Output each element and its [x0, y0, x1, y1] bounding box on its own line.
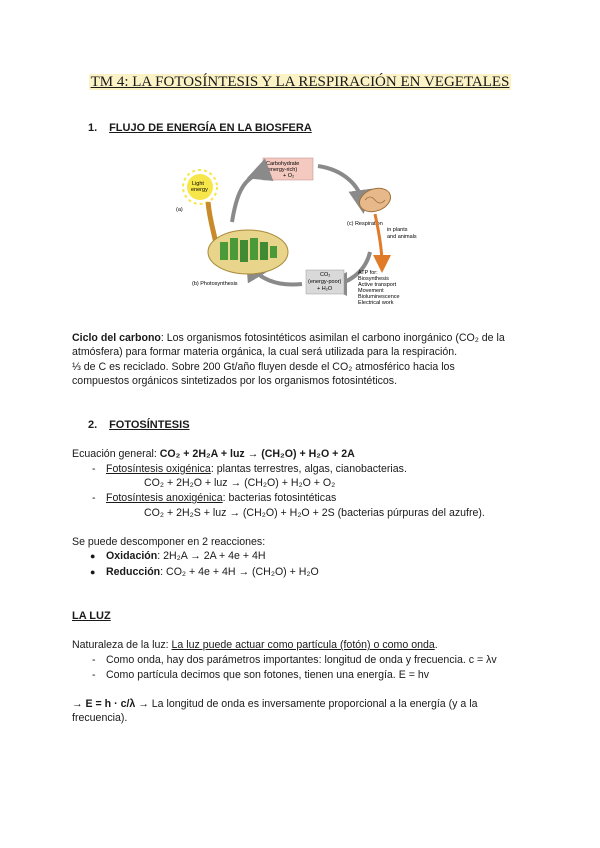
section1-title: FLUJO DE ENERGÍA EN LA BIOSFERA — [109, 122, 312, 134]
light-arrow — [208, 202, 216, 244]
carbohydrate-text-3: + O₂ — [283, 173, 295, 179]
wave-item: - Como onda, hay dos parámetros importantes: longitud de onda y frecuencia. c = λv — [92, 654, 497, 666]
section2-title: FOTOSÍNTESIS — [109, 419, 190, 431]
nature-underlined: La luz puede actuar como partícula (fotón) o como onda — [171, 639, 435, 651]
label-a: (a) — [176, 207, 183, 213]
respiration-label: (c) Respiration — [347, 221, 383, 227]
photosynthesis-label: (b) Photosynthesis — [192, 281, 238, 287]
co2-text-3: + H₂O — [317, 286, 333, 292]
anoxygenic-text: : bacterias fotosintéticas — [222, 492, 337, 504]
equation-prefix: Ecuación general: — [72, 448, 160, 460]
co2-text-1: CO₂ — [320, 272, 331, 278]
carbon-cycle-line3: ⅓ de C es reciclado. Sobre 200 Gt/año fluyen desde el CO₂ atmosférico hacia los — [72, 361, 455, 373]
oxygenic-item: - Fotosíntesis oxigénica: plantas terrestres, algas, cianobacterias. — [92, 463, 407, 475]
carbohydrate-text-2: (energy-rich) — [266, 167, 298, 173]
reduction-equation: : CO₂ + 4e + 4H → (CH₂O) + H₂O — [160, 566, 319, 578]
wave-text: Como onda, hay dos parámetros importantes: longitud de onda y frecuencia. c = λv — [106, 654, 497, 666]
section2-heading — [88, 418, 190, 432]
light-energy-label-2: energy — [191, 187, 208, 193]
section2-number: 2. — [88, 419, 98, 431]
plants-label-1: in plants — [387, 227, 408, 233]
anoxygenic-equation: CO₂ + 2H₂S + luz → (CH₂O) + H₂O + 2S (bacterias púrpuras del azufre). — [144, 507, 485, 519]
plants-label-2: and animals — [387, 234, 417, 240]
page-title-text: TM 4: LA FOTOSÍNTESIS Y LA RESPIRACIÓN EN VEGETALES — [90, 74, 510, 90]
carbon-cycle-label: Ciclo del carbono — [72, 332, 161, 344]
energy-line1 — [72, 697, 477, 711]
anoxygenic-label: Fotosíntesis anoxigénica — [106, 492, 223, 504]
equation-formula: CO₂ + 2H₂A + luz → (CH₂O) + H₂O + 2A — [159, 448, 355, 460]
carbohydrate-text-1: Carbohydrate — [266, 161, 300, 167]
section3-heading: LA LUZ — [72, 610, 111, 622]
co2-text-2: (energy-poor) — [308, 279, 342, 285]
energy-flow-diagram — [170, 152, 420, 306]
reduction-label: Reducción — [106, 566, 161, 578]
atp-label-5: Bioluminescence — [358, 294, 400, 300]
energy-prefix: → — [72, 698, 86, 710]
page-title — [0, 74, 600, 91]
atp-label-2: Biosynthesis — [358, 276, 389, 282]
carbon-cycle-line1 — [72, 331, 505, 345]
atp-label-6: Electrical work — [358, 300, 394, 306]
nature-prefix: Naturaleza de la luz: — [72, 639, 172, 651]
oxygenic-text: : plantas terrestres, algas, cianobacterias. — [210, 463, 407, 475]
atp-label-4: Movement — [358, 288, 384, 294]
particle-text: Como partícula decimos que son fotones, tienen una energía. E = hv — [106, 669, 430, 681]
general-equation — [72, 447, 355, 461]
anoxygenic-item: - Fotosíntesis anoxigénica: bacterias fotosintéticas — [92, 492, 337, 504]
energy-text-1: → La longitud de onda es inversamente proporcional a la energía (y a la — [135, 698, 478, 710]
carbon-cycle-text-1: : Los organismos fotosintéticos asimilan el carbono inorgánico (CO₂ de la — [160, 332, 505, 344]
particle-item: - Como partícula decimos que son fotones, tienen una energía. E = hv — [92, 669, 430, 681]
oxygenic-equation: CO₂ + 2H₂O + luz → (CH₂O) + H₂O + O₂ — [144, 477, 336, 489]
reduction-item: ● Reducción: CO₂ + 4e + 4H → (CH₂O) + H₂O — [90, 566, 319, 578]
decompose-text: Se puede descomponer en 2 reacciones: — [72, 536, 266, 548]
mitochondrion-icon — [356, 184, 394, 216]
light-energy-label: Light — [192, 181, 204, 187]
arrow-to-carbohydrate — [232, 174, 258, 222]
carbon-cycle-line4: compuestos orgánicos sintetizados por los organismos fotosintéticos. — [72, 375, 398, 387]
energy-formula: E = h · c/λ — [85, 698, 136, 710]
chloroplast-icon — [208, 230, 288, 274]
oxidation-label: Oxidación — [106, 550, 158, 562]
energy-line2: frecuencia). — [72, 712, 128, 724]
arrow-to-respiration — [318, 166, 362, 202]
section1-heading — [88, 121, 312, 135]
oxygenic-label: Fotosíntesis oxigénica — [106, 463, 211, 475]
carbon-cycle-line2: atmósfera) para formar materia orgánica, la cual será utilizada para la respiración. — [72, 346, 458, 358]
atp-label-1: ATP for: — [358, 270, 378, 276]
oxidation-equation: : 2H₂A → 2A + 4e + 4H — [157, 550, 266, 562]
light-nature — [72, 638, 438, 652]
oxidation-item: ● Oxidación: 2H₂A → 2A + 4e + 4H — [90, 550, 266, 562]
section1-number: 1. — [88, 122, 98, 134]
atp-label-3: Active transport — [358, 282, 397, 288]
nature-suffix: . — [434, 639, 438, 651]
